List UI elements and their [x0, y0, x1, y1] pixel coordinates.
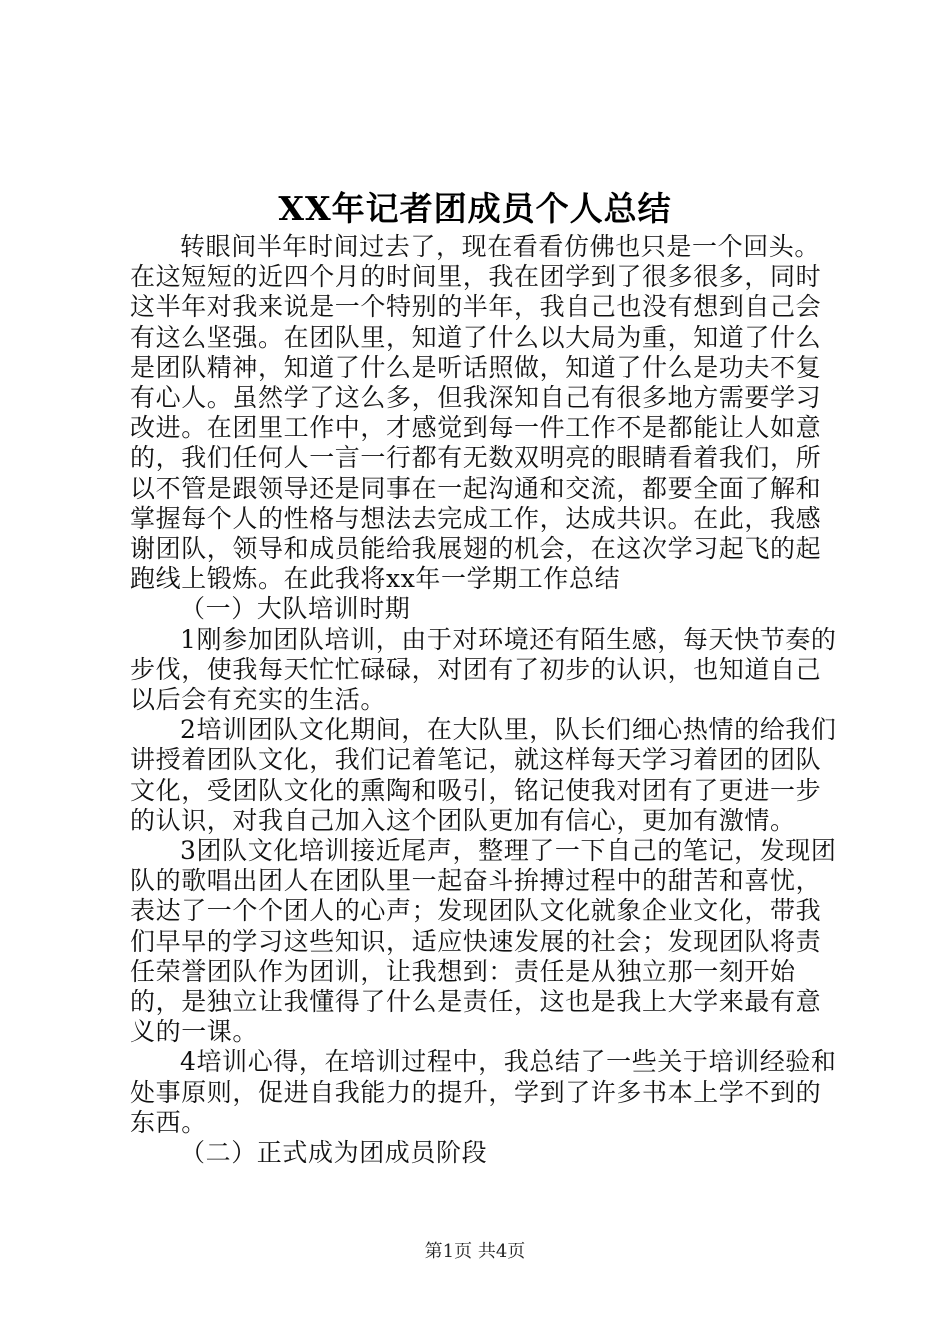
- section-heading-2: （二）正式成为团成员阶段: [180, 1138, 488, 1168]
- paragraph-intro: 转眼间半年时间过去了，现在看看仿佛也只是一个回头。在这短短的近四个月的时间里，我在团学到了很多很多，同时这半年对我来说是一个特别的半年，我自己也没有想到自己会有这么坚强。在团队里，知道了什么以大局为重，知道了什么是团队精神，知道了什么是听话照做，知道了什么是功夫不复有心人。虽然学了这么多，但我深知自己有很多地方需要学习改进。在团里工作中，才感觉到每一件工作不是都能让人如意的，我们任何人一言一行都有无数双明亮的眼睛看着我们，所以不管是跟领导还是同事在一起沟通和交流，都要全面了解和掌握每个人的性格与想法去完成工作，达成共识。在此，我感谢团队，领导和成员能给我展翅的机会，在这次学习起飞的起跑线上锻炼。在此我将xx年一学期工作总结: [130, 232, 822, 594]
- page-footer: 第1页 共4页: [424, 1241, 526, 1262]
- section-heading-1: （一）大队培训时期: [180, 594, 411, 624]
- paragraph-item-2: 2培训团队文化期间，在大队里，队长们细心热情的给我们讲授着团队文化，我们记着笔记，就这样每天学习着团的团队文化，受团队文化的熏陶和吸引，铭记使我对团有了更进一步的认识，对我自己加入这个团队更加有信心，更加有激情。: [130, 715, 837, 835]
- paragraph-item-3: 3团队文化培训接近尾声，整理了一下自己的笔记，发现团队的歌唱出团人在团队里一起奋斗拚搏过程中的甜苦和喜忧，表达了一个个团人的心声；发现团队文化就象企业文化，带我们早早的学习这些知识，适应快速发展的社会；发现团队将责任荣誉团队作为团训，让我想到：责任是从独立那一刻开始的，是独立让我懂得了什么是责任，这也是我上大学来最有意义的一课。: [130, 836, 837, 1047]
- document-title: XX年记者团成员个人总结: [278, 189, 672, 228]
- paragraph-item-4: 4培训心得，在培训过程中，我总结了一些关于培训经验和处事原则，促进自我能力的提升，学到了许多书本上学不到的东西。: [130, 1047, 837, 1137]
- document-body: [130, 232, 840, 1168]
- paragraph-item-1: 1刚参加团队培训，由于对环境还有陌生感，每天快节奏的步伐，使我每天忙忙碌碌，对团有了初步的认识，也知道自己以后会有充实的生活。: [130, 624, 837, 715]
